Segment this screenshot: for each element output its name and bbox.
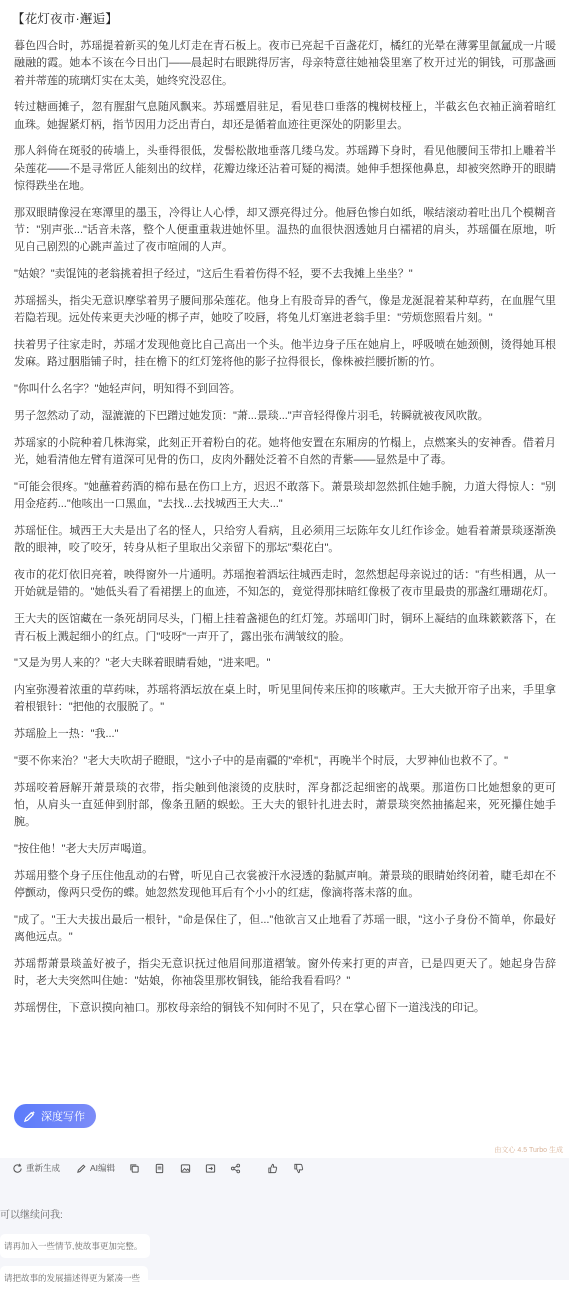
ai-edit-button[interactable] — [76, 1161, 115, 1175]
story-body — [14, 38, 556, 1027]
followup-label: 可以继续问我: — [0, 1210, 63, 1221]
story-paragraph: "姑娘？"卖馄饨的老翁挑着担子经过，"这后生看着伤得不轻，要不去我摊上坐坐？" — [14, 268, 413, 281]
story-paragraph: 那双眼睛像浸在寒潭里的墨玉，冷得让人心悸，却又漂亮得过分。他唇色惨白如纸，喉结滚动着吐出几个模糊音节："别声张..."话音未落，整个人便重重栽进她怀里。温热的血很快洇透她月白襦裙的肩头，苏瑶僵在原地，听见自己剧烈的心跳声盖过了夜市喧闹的人声。 — [14, 206, 556, 254]
story-paragraph: "按住他！"老大夫厉声喝道。 — [14, 843, 154, 856]
story-paragraph: 苏瑶脸上一热："我..." — [14, 728, 119, 741]
edit-icon — [76, 1163, 87, 1174]
followup-suggestion[interactable]: 请把故事的发展描述得更为紧凑一些 — [0, 1266, 148, 1290]
story-paragraph: 内室弥漫着浓重的草药味，苏瑶将酒坛放在桌上时，听见里间传来压抑的咳嗽声。王大夫掀开帘子出来，手里拿着根银针："把他的衣服脱了。" — [14, 684, 556, 714]
story-paragraph: 那人斜倚在斑驳的砖墙上，头垂得很低，发髻松散地垂落几缕乌发。苏瑶蹲下身时，看见他腰间玉带扣上雕着半朵莲花——不是寻常匠人能刻出的纹样，花瓣边缘还沾着可疑的褐渍。她伸手想探他鼻息，却被突然睁开的眼睛惊得跌坐在地。 — [14, 145, 556, 193]
regenerate-button[interactable] — [12, 1161, 60, 1175]
thumbs-up-icon — [267, 1163, 278, 1174]
brand-tag: 由文心 4.5 Turbo 生成 — [494, 1147, 563, 1154]
pen-sparkle-icon — [23, 1110, 36, 1123]
copy-icon — [129, 1163, 140, 1174]
story-paragraph: 暮色四合时，苏瑶提着新买的兔儿灯走在青石板上。夜市已亮起千百盏花灯，橘红的光晕在薄雾里氤氲成一片暖融融的霞。她本不该在今日出门——晨起时右眼跳得厉害，母亲特意往她袖袋里塞了枚开过光的铜钱，可那盏画着并蒂莲的琉璃灯实在太美，她终究没忍住。 — [14, 40, 556, 87]
share-button[interactable] — [230, 1161, 241, 1175]
story-paragraph: "你叫什么名字？"她轻声问，明知得不到回答。 — [14, 383, 241, 396]
story-paragraph: "可能会很疼。"她蘸着药酒的棉布悬在伤口上方，迟迟不敢落下。萧景琰却忽然抓住她手腕，力道大得惊人："别用金疮药..."他咳出一口黑血，"去找...去找城西王大夫..." — [14, 480, 556, 511]
story-paragraph: "成了。"王大夫拔出最后一根针，"命是保住了，但..."他欲言又止地看了苏瑶一眼，"这小子身份不简单，你最好离他远点。" — [14, 914, 556, 944]
story-paragraph: 苏瑶怔住。城西王大夫是出了名的怪人，只给穷人看病，且必须用三坛陈年女儿红作诊金。她看着萧景琰逐渐涣散的眼神，咬了咬牙，转身从柜子里取出父亲留下的那坛"梨花白"。 — [14, 525, 556, 555]
story-paragraph: "又是为男人来的？"老大夫眯着眼睛看她，"进来吧。" — [14, 657, 271, 670]
story-title: 【花灯夜市·邂逅】 — [12, 12, 118, 26]
story-paragraph: 苏瑶咬着唇解开萧景琰的衣带，指尖触到他滚烫的皮肤时，浑身都泛起细密的战栗。那道伤口比她想象的更可怕，从肩头一直延伸到肘部，像条丑陋的蜈蚣。王大夫的银针扎进去时，萧景琰突然抽搐起来，死死攥住她手腕。 — [14, 781, 556, 829]
ai-edit-label: AI编辑 — [90, 1163, 116, 1173]
thumbs-up-button[interactable] — [267, 1161, 278, 1175]
document-icon — [154, 1163, 165, 1174]
regenerate-label: 重新生成 — [26, 1163, 61, 1173]
image-button[interactable] — [180, 1161, 191, 1175]
story-paragraph: 苏瑶用整个身子压住他乱动的右臂，听见自己衣裳被汗水浸透的黏腻声响。萧景琰的眼睛始终闭着，睫毛却在不停颤动，像两只受伤的蝶。她忽然发现他耳后有个小小的红痣，像滴将落未落的血。 — [14, 869, 556, 900]
deep-write-label: 深度写作 — [41, 1111, 85, 1123]
story-paragraph: 苏瑶家的小院种着几株海棠，此刻正开着粉白的花。她将他安置在东厢房的竹榻上，点燃案头的安神香。借着月光，她看清他左臂有道深可见骨的伤口，皮肉外翻处泛着不自然的青紫——显然是中了毒。 — [14, 436, 556, 467]
export-icon — [205, 1163, 216, 1174]
story-paragraph: 苏瑶摇头，指尖无意识摩挲着男子腰间那朵莲花。他身上有股奇异的香气，像是龙涎混着某种草药，在血腥气里若隐若现。远处传来更夫沙哑的梆子声，她咬了咬唇，将兔儿灯塞进老翁手里："劳烦您照看片刻。" — [14, 295, 556, 325]
copy-text-button[interactable] — [154, 1161, 165, 1175]
story-paragraph: 转过糖画摊子，忽有腥甜气息随风飘来。苏瑶蹙眉驻足，看见巷口垂落的槐树枝桠上，半截玄色衣袖正滴着暗红血珠。她握紧灯柄，指节因用力泛出青白，却还是循着血迹往更深处的阴影里去。 — [14, 101, 556, 131]
thumbs-down-button[interactable] — [293, 1161, 304, 1175]
followup-suggestion[interactable]: 请再加入一些情节,使故事更加完整。 — [0, 1234, 150, 1258]
story-paragraph: 王大夫的医馆藏在一条死胡同尽头，门楣上挂着盏褪色的红灯笼。苏瑶叩门时，铜环上凝结的血珠簌簌落下，在青石板上溅起细小的红点。门"吱呀"一声开了，露出张布满皱纹的脸。 — [14, 613, 556, 643]
followup-area — [0, 1180, 569, 1280]
image-icon — [180, 1163, 191, 1174]
story-paragraph: 苏瑶帮萧景琰盖好被子，指尖无意识抚过他眉间那道褶皱。窗外传来打更的声音，已是四更天了。她起身告辞时，老大夫突然叫住她："姑娘，你袖袋里那枚铜钱，能给我看看吗？" — [14, 958, 556, 988]
story-paragraph: 夜市的花灯依旧亮着，映得窗外一片通明。苏瑶抱着酒坛往城西走时，忽然想起母亲说过的话："有些相遇，从一开始就是错的。"她低头看了看裙摆上的血迹，不知怎的，竟觉得那抹暗红像极了夜市里最贵的那盏红珊瑚花灯。 — [14, 569, 556, 599]
refresh-icon — [12, 1163, 23, 1174]
story-paragraph: 男子忽然动了动，湿漉漉的下巴蹭过她发顶："萧...景琰..."声音轻得像片羽毛，转瞬就被夜风吹散。 — [14, 410, 489, 423]
copy-button[interactable] — [129, 1161, 140, 1175]
thumbs-down-icon — [293, 1163, 304, 1174]
deep-write-button[interactable] — [14, 1104, 96, 1128]
share-icon — [230, 1163, 241, 1174]
story-paragraph: "要不你来治？"老大夫吹胡子瞪眼，"这小子中的是南疆的"牵机"，再晚半个时辰，大罗神仙也救不了。" — [14, 755, 508, 767]
story-paragraph: 苏瑶愣住，下意识摸向袖口。那枚母亲给的铜钱不知何时不见了，只在掌心留下一道浅浅的印记。 — [14, 1002, 485, 1015]
story-paragraph: 扶着男子往家走时，苏瑶才发现他竟比自己高出一个头。他半边身子压在她肩上，呼吸喷在她颈侧，烫得她耳根发麻。路过胭脂铺子时，挂在檐下的红灯笼将他的影子拉得很长，像株被拦腰折断的竹。 — [14, 339, 556, 369]
export-button[interactable] — [205, 1161, 216, 1175]
